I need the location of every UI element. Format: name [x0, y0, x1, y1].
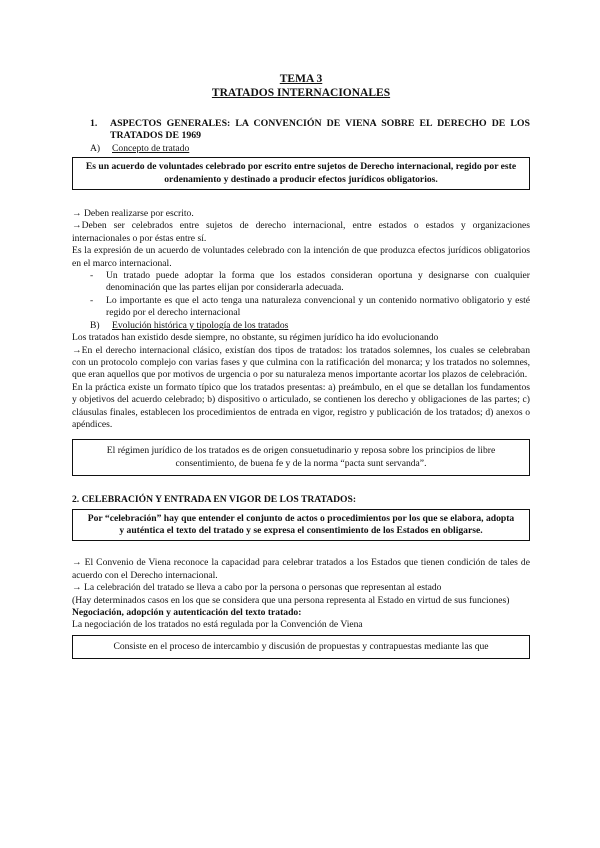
legal-regime-box: El régimen jurídico de los tratados es de origen consuetudinario y reposa sobre los principios de libre consentimiento, de buena fe y de la norma “pacta sunt servanda”.: [72, 439, 530, 476]
list-item: [90, 270, 530, 295]
section-1-title: ASPECTOS GENERALES: LA CONVENCIÓN DE VIENA SOBRE EL DERECHO DE LOS TRATADOS DE 1969: [110, 118, 530, 142]
treaty-definition-box: Es un acuerdo de voluntades celebrado por escrito entre sujetos de Derecho internacional, regido por este ordenamiento y destinado a producir efectos jurídicos obligatorios.: [72, 157, 530, 190]
paragraph-written-form: → Deben realizarse por escrito.: [72, 208, 194, 220]
negotiation-subheading: Negociación, adopción y autenticación del texto tratado:: [72, 607, 302, 618]
subsection-b-heading: [90, 320, 530, 332]
section-1-number: 1.: [90, 118, 98, 129]
paragraph-negotiation: La negociación de los tratados no está regulada por la Convención de Viena: [72, 619, 363, 631]
list-item: [90, 295, 530, 320]
subsection-a-label: Concepto de tratado: [112, 142, 190, 154]
paragraph-vienna-capacity: → El Convenio de Viena reconoce la capacidad para celebrar tratados a los Estados que tienen condición de tales de acuerdo con el Derecho internacional.: [72, 557, 530, 581]
subsection-a-letter: A): [90, 142, 101, 154]
paragraph-representation: → La celebración del tratado se lleva a cabo por la persona o personas que representan al estado: [72, 582, 442, 594]
negotiation-definition-box: Consiste en el proceso de intercambio y discusión de propuestas y contrapuestas mediante las que: [72, 635, 530, 659]
celebration-definition-box: Por “celebración” hay que entender el conjunto de actos o procedimientos por los que se elabora, adopta y auténtica el texto del tratado y se expresa el consentimiento de los Estados en obligarse.: [72, 509, 530, 542]
paragraph-functions: (Hay determinados casos en los que se considera que una persona representa al Estado en virtud de sus funciones): [72, 594, 510, 606]
title-line-2: TRATADOS INTERNACIONALES: [211, 87, 391, 99]
paragraph-history: Los tratados han existido desde siempre, no obstante, su régimen jurídico ha ido evolucionando: [72, 332, 439, 344]
subsection-a-heading: [90, 143, 530, 155]
paragraph-subjects: →Deben ser celebrados entre sujetos de derecho internacional, entre estados o estados y organizaciones internacionales o por éstas entre sí.: [72, 220, 530, 244]
paragraph-expression: Es la expresión de un acuerdo de voluntades celebrado con la intención de que produzca efectos jurídicos obligatorios en el marco internacional.: [72, 245, 530, 269]
paragraph-classic-law: →En el derecho internacional clásico, existían dos tipos de tratados: los tratados solemnes, los cuales se celebraban con un protocolo complejo con varias fases y que culmina con la ratificación del monarca; y los tratados no solemnes, que eran aquellos que por motivos de urgencia o por su naturaleza menos importante acortar los plazos de celebración.: [72, 344, 530, 381]
subsection-b-letter: B): [90, 319, 100, 331]
list-item-text: Lo importante es que el acto tenga una naturaleza convencional y un contenido normativo obligatorio y esté regido por el derecho internacional: [106, 294, 530, 319]
subsection-b-label: Evolución histórica y tipología de los tratados: [112, 319, 289, 331]
list-item-text: Un tratado puede adoptar la forma que los estados consideran oportuna y designarse con cualquier denominación que las partes elijan por considerarla adecuada.: [106, 270, 530, 294]
section-1-heading: [72, 118, 530, 143]
section-2-heading: 2. CELEBRACIÓN Y ENTRADA EN VIGOR DE LOS TRATADOS:: [72, 494, 357, 506]
document-page: [72, 72, 530, 661]
title-line-1: TEMA 3: [279, 73, 323, 85]
bullet-dash: -: [90, 294, 94, 306]
paragraph-format: En la práctica existe un formato típico que los tratados presentas: a) preámbulo, en el que se detallan los fundamentos y objetivos del acuerdo celebrado; b) dispositivo o articulado, se contienen los derecho y obligaciones de las partes; c) cláusulas finales, establecen los procedimientos de entrada en vigor, registro y publicación de los tratados; d) anexos o apéndices.: [72, 381, 530, 430]
bullet-dash: -: [90, 270, 94, 282]
document-title: [72, 72, 530, 100]
